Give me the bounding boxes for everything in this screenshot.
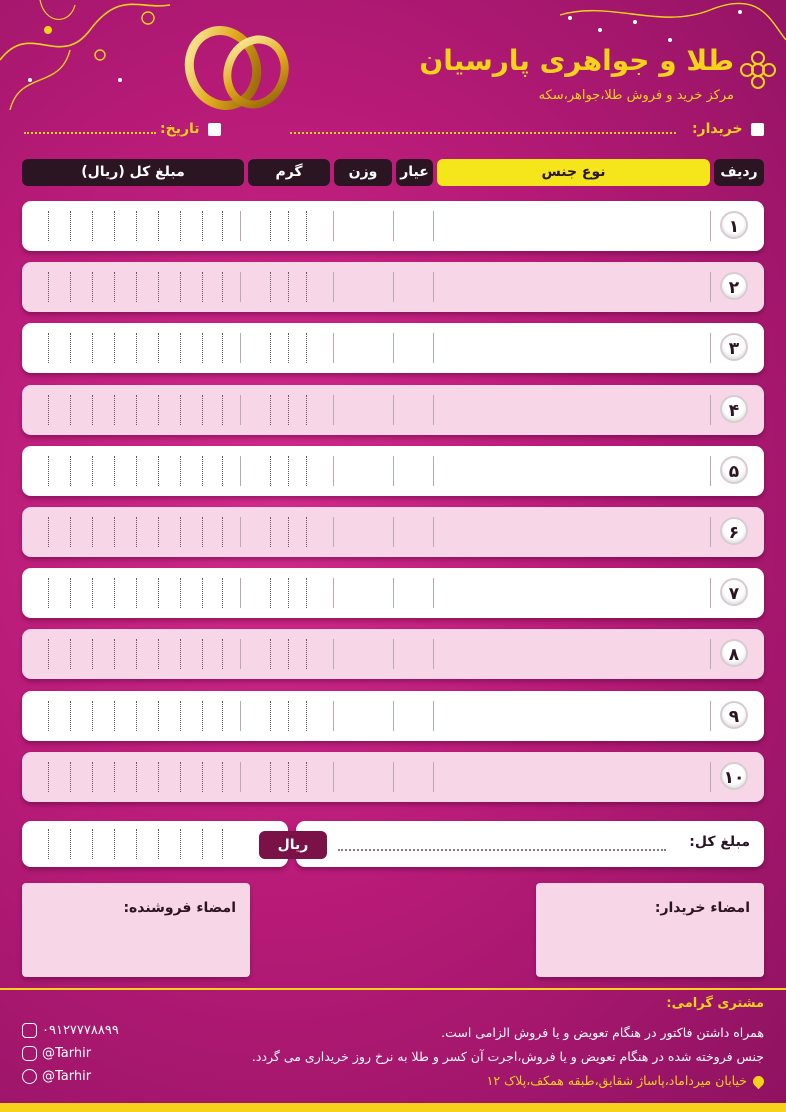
column-divider bbox=[433, 395, 434, 425]
digit-separator bbox=[92, 639, 93, 669]
footer-bottom-bar bbox=[0, 1103, 786, 1112]
digit-separator bbox=[70, 578, 71, 608]
column-divider bbox=[393, 211, 394, 241]
column-divider bbox=[433, 762, 434, 792]
row-number: ۸ bbox=[720, 639, 748, 667]
digit-separator bbox=[158, 517, 159, 547]
digit-separator bbox=[114, 829, 115, 859]
column-divider bbox=[710, 395, 711, 425]
digit-separator bbox=[180, 762, 181, 792]
column-divider bbox=[710, 701, 711, 731]
column-divider bbox=[393, 578, 394, 608]
row-number: ۳ bbox=[720, 333, 748, 361]
column-divider bbox=[393, 517, 394, 547]
digit-separator bbox=[158, 762, 159, 792]
column-divider bbox=[710, 578, 711, 608]
digit-separator bbox=[158, 829, 159, 859]
column-divider bbox=[710, 517, 711, 547]
column-divider bbox=[393, 762, 394, 792]
digit-separator bbox=[136, 762, 137, 792]
digit-separator bbox=[222, 639, 223, 669]
digit-separator bbox=[70, 333, 71, 363]
digit-separator bbox=[48, 395, 49, 425]
digit-separator bbox=[222, 272, 223, 302]
digit-separator bbox=[92, 333, 93, 363]
telegram-contact[interactable] bbox=[22, 1068, 91, 1086]
date-dots bbox=[24, 132, 156, 134]
digit-separator bbox=[136, 395, 137, 425]
column-divider bbox=[240, 333, 241, 363]
table-row[interactable] bbox=[22, 629, 764, 679]
digit-separator bbox=[202, 639, 203, 669]
digit-separator bbox=[222, 456, 223, 486]
digit-separator bbox=[136, 211, 137, 241]
digit-separator bbox=[70, 639, 71, 669]
column-divider bbox=[333, 211, 334, 241]
digit-separator bbox=[270, 272, 271, 302]
row-number: ۱۰ bbox=[720, 762, 748, 790]
digit-separator bbox=[92, 829, 93, 859]
total-words-field[interactable] bbox=[296, 821, 764, 867]
column-divider bbox=[333, 578, 334, 608]
phone-icon bbox=[22, 1023, 37, 1038]
digit-separator bbox=[270, 211, 271, 241]
digit-separator bbox=[270, 395, 271, 425]
column-divider bbox=[240, 762, 241, 792]
digit-separator bbox=[70, 517, 71, 547]
digit-separator bbox=[48, 272, 49, 302]
buyer-label: خریدار: bbox=[691, 121, 743, 137]
digit-separator bbox=[114, 578, 115, 608]
table-row[interactable] bbox=[22, 691, 764, 741]
digit-separator bbox=[180, 517, 181, 547]
column-divider bbox=[333, 517, 334, 547]
digit-separator bbox=[158, 272, 159, 302]
column-divider bbox=[433, 456, 434, 486]
digit-separator bbox=[180, 456, 181, 486]
rial-badge: ریال bbox=[259, 831, 327, 859]
buyer-line bbox=[692, 121, 764, 143]
digit-separator bbox=[180, 211, 181, 241]
row-number: ۷ bbox=[720, 578, 748, 606]
digit-separator bbox=[306, 333, 307, 363]
digit-separator bbox=[48, 517, 49, 547]
column-divider bbox=[240, 701, 241, 731]
column-divider bbox=[710, 456, 711, 486]
column-divider bbox=[433, 639, 434, 669]
digit-separator bbox=[136, 639, 137, 669]
footer-note-1: همراه داشتن فاکتور در هنگام تعویض و یا فروش الزامی است. bbox=[441, 1025, 764, 1040]
digit-separator bbox=[222, 211, 223, 241]
digit-separator bbox=[136, 272, 137, 302]
column-divider bbox=[393, 701, 394, 731]
shop-title: طلا و جواهری پارسیان bbox=[419, 44, 734, 77]
column-divider bbox=[240, 395, 241, 425]
calendar-icon bbox=[208, 123, 221, 136]
digit-separator bbox=[270, 762, 271, 792]
column-divider bbox=[433, 333, 434, 363]
table-row[interactable] bbox=[22, 323, 764, 373]
digit-separator bbox=[92, 456, 93, 486]
digit-separator bbox=[48, 456, 49, 486]
digit-separator bbox=[92, 395, 93, 425]
digit-separator bbox=[270, 701, 271, 731]
digit-separator bbox=[288, 211, 289, 241]
digit-separator bbox=[306, 272, 307, 302]
column-divider bbox=[710, 272, 711, 302]
digit-separator bbox=[202, 211, 203, 241]
digit-separator bbox=[70, 395, 71, 425]
digit-separator bbox=[202, 456, 203, 486]
column-divider bbox=[433, 578, 434, 608]
date-line bbox=[160, 121, 221, 143]
digit-separator bbox=[180, 829, 181, 859]
column-divider bbox=[240, 578, 241, 608]
digit-separator bbox=[202, 701, 203, 731]
digit-separator bbox=[202, 333, 203, 363]
digit-separator bbox=[222, 333, 223, 363]
row-number: ۵ bbox=[720, 456, 748, 484]
digit-separator bbox=[306, 762, 307, 792]
digit-separator bbox=[48, 639, 49, 669]
row-number: ۴ bbox=[720, 395, 748, 423]
telegram-icon bbox=[22, 1069, 37, 1084]
column-divider bbox=[333, 333, 334, 363]
digit-separator bbox=[114, 762, 115, 792]
column-divider bbox=[333, 272, 334, 302]
instagram-handle: @Tarhir bbox=[42, 1046, 92, 1061]
digit-separator bbox=[114, 639, 115, 669]
phone-contact[interactable] bbox=[22, 1022, 119, 1040]
digit-separator bbox=[288, 762, 289, 792]
digit-separator bbox=[270, 517, 271, 547]
digit-separator bbox=[180, 578, 181, 608]
digit-separator bbox=[180, 272, 181, 302]
digit-separator bbox=[306, 639, 307, 669]
digit-separator bbox=[92, 517, 93, 547]
digit-separator bbox=[92, 762, 93, 792]
digit-separator bbox=[70, 272, 71, 302]
digit-separator bbox=[306, 211, 307, 241]
digit-separator bbox=[288, 456, 289, 486]
digit-separator bbox=[180, 639, 181, 669]
column-divider bbox=[240, 456, 241, 486]
digit-separator bbox=[270, 333, 271, 363]
table-row[interactable] bbox=[22, 201, 764, 251]
digit-separator bbox=[114, 333, 115, 363]
digit-separator bbox=[136, 333, 137, 363]
digit-separator bbox=[92, 211, 93, 241]
digit-separator bbox=[270, 639, 271, 669]
column-divider bbox=[710, 211, 711, 241]
digit-separator bbox=[270, 456, 271, 486]
digit-separator bbox=[306, 395, 307, 425]
row-number: ۹ bbox=[720, 701, 748, 729]
column-divider bbox=[393, 333, 394, 363]
digit-separator bbox=[202, 395, 203, 425]
digit-separator bbox=[158, 211, 159, 241]
digit-separator bbox=[136, 578, 137, 608]
digit-separator bbox=[70, 211, 71, 241]
shop-subtitle: مرکز خرید و فروش طلا،جواهر،سکه bbox=[538, 88, 734, 103]
column-divider bbox=[710, 333, 711, 363]
digit-separator bbox=[306, 517, 307, 547]
digit-separator bbox=[158, 395, 159, 425]
column-divider bbox=[433, 272, 434, 302]
digit-separator bbox=[92, 701, 93, 731]
digit-separator bbox=[158, 578, 159, 608]
digit-separator bbox=[180, 701, 181, 731]
digit-separator bbox=[202, 578, 203, 608]
table-row[interactable] bbox=[22, 262, 764, 312]
digit-separator bbox=[158, 333, 159, 363]
digit-separator bbox=[158, 456, 159, 486]
column-divider bbox=[393, 395, 394, 425]
column-divider bbox=[710, 762, 711, 792]
location-pin-icon bbox=[751, 1074, 767, 1090]
digit-separator bbox=[288, 578, 289, 608]
digit-separator bbox=[288, 333, 289, 363]
digit-separator bbox=[222, 701, 223, 731]
digit-separator bbox=[306, 701, 307, 731]
digit-separator bbox=[158, 639, 159, 669]
digit-separator bbox=[288, 395, 289, 425]
instagram-icon bbox=[22, 1046, 37, 1061]
digit-separator bbox=[48, 829, 49, 859]
row-number: ۱ bbox=[720, 211, 748, 239]
column-divider bbox=[433, 211, 434, 241]
column-divider bbox=[393, 272, 394, 302]
digit-separator bbox=[136, 517, 137, 547]
footer-address bbox=[487, 1073, 764, 1088]
table-row[interactable] bbox=[22, 385, 764, 435]
column-divider bbox=[333, 701, 334, 731]
column-divider bbox=[393, 456, 394, 486]
header-item-type: نوع جنس bbox=[437, 159, 710, 186]
buyer-signature-label: امضاء خریدار: bbox=[654, 900, 750, 916]
digit-separator bbox=[270, 578, 271, 608]
digit-separator bbox=[114, 701, 115, 731]
total-dots bbox=[338, 849, 666, 851]
column-divider bbox=[240, 639, 241, 669]
table-row[interactable] bbox=[22, 507, 764, 557]
header-weight: وزن bbox=[334, 159, 392, 186]
digit-separator bbox=[288, 517, 289, 547]
row-number: ۶ bbox=[720, 517, 748, 545]
header-carat: عیار bbox=[396, 159, 433, 186]
flower-logo-icon bbox=[736, 40, 780, 100]
digit-separator bbox=[114, 272, 115, 302]
header-row-number: ردیف bbox=[714, 159, 764, 186]
row-number: ۲ bbox=[720, 272, 748, 300]
digit-separator bbox=[180, 395, 181, 425]
digit-separator bbox=[114, 395, 115, 425]
user-icon bbox=[751, 123, 764, 136]
digit-separator bbox=[158, 701, 159, 731]
header-gram: گرم bbox=[248, 159, 330, 186]
digit-separator bbox=[48, 701, 49, 731]
date-label: تاریخ: bbox=[160, 121, 200, 137]
column-divider bbox=[240, 517, 241, 547]
digit-separator bbox=[70, 829, 71, 859]
phone-number: ۰۹۱۲۷۷۷۸۸۹۹ bbox=[42, 1023, 119, 1038]
digit-separator bbox=[70, 762, 71, 792]
digit-separator bbox=[180, 333, 181, 363]
table-row[interactable] bbox=[22, 752, 764, 802]
table-row[interactable] bbox=[22, 446, 764, 496]
header-total-amount: مبلغ کل (ریال) bbox=[22, 159, 244, 186]
digit-separator bbox=[222, 578, 223, 608]
digit-separator bbox=[70, 701, 71, 731]
digit-separator bbox=[222, 762, 223, 792]
column-divider bbox=[240, 272, 241, 302]
digit-separator bbox=[92, 578, 93, 608]
digit-separator bbox=[222, 829, 223, 859]
digit-separator bbox=[306, 578, 307, 608]
table-row[interactable] bbox=[22, 568, 764, 618]
seller-signature-label: امضاء فروشنده: bbox=[123, 900, 236, 916]
total-label: مبلغ کل: bbox=[689, 834, 750, 850]
column-divider bbox=[240, 211, 241, 241]
digit-separator bbox=[136, 456, 137, 486]
digit-separator bbox=[306, 456, 307, 486]
column-divider bbox=[433, 517, 434, 547]
floral-swirl-left bbox=[0, 0, 180, 110]
digit-separator bbox=[114, 517, 115, 547]
digit-separator bbox=[202, 272, 203, 302]
digit-separator bbox=[48, 333, 49, 363]
digit-separator bbox=[114, 456, 115, 486]
digit-separator bbox=[70, 456, 71, 486]
digit-separator bbox=[48, 211, 49, 241]
column-divider bbox=[333, 456, 334, 486]
digit-separator bbox=[92, 272, 93, 302]
seller-signature-box[interactable] bbox=[22, 883, 250, 977]
digit-separator bbox=[202, 762, 203, 792]
digit-separator bbox=[288, 272, 289, 302]
telegram-handle: @Tarhir bbox=[42, 1069, 92, 1084]
column-divider bbox=[393, 639, 394, 669]
instagram-contact[interactable] bbox=[22, 1045, 91, 1063]
address-text: خیابان میرداماد،پاساژ شقایق،طبقه همکف،پلاک ۱۲ bbox=[486, 1073, 747, 1088]
column-divider bbox=[710, 639, 711, 669]
digit-separator bbox=[222, 395, 223, 425]
buyer-dots bbox=[290, 132, 676, 134]
digit-separator bbox=[136, 701, 137, 731]
digit-separator bbox=[222, 517, 223, 547]
digit-separator bbox=[202, 517, 203, 547]
digit-separator bbox=[114, 211, 115, 241]
wedding-rings-icon bbox=[178, 20, 298, 112]
digit-separator bbox=[202, 829, 203, 859]
total-amount-field[interactable] bbox=[22, 821, 288, 867]
digit-separator bbox=[288, 701, 289, 731]
footer-divider bbox=[0, 988, 786, 990]
digit-separator bbox=[48, 762, 49, 792]
digit-separator bbox=[136, 829, 137, 859]
column-divider bbox=[433, 701, 434, 731]
column-divider bbox=[333, 639, 334, 669]
column-divider bbox=[333, 762, 334, 792]
footer-title: مشتری گرامی: bbox=[666, 996, 764, 1011]
column-divider bbox=[333, 395, 334, 425]
footer-note-2: جنس فروخته شده در هنگام تعویض و یا فروش،اجرت آن کسر و طلا به نرخ روز خریداری می گردد. bbox=[251, 1049, 764, 1064]
buyer-signature-box[interactable] bbox=[536, 883, 764, 977]
digit-separator bbox=[48, 578, 49, 608]
digit-separator bbox=[288, 639, 289, 669]
